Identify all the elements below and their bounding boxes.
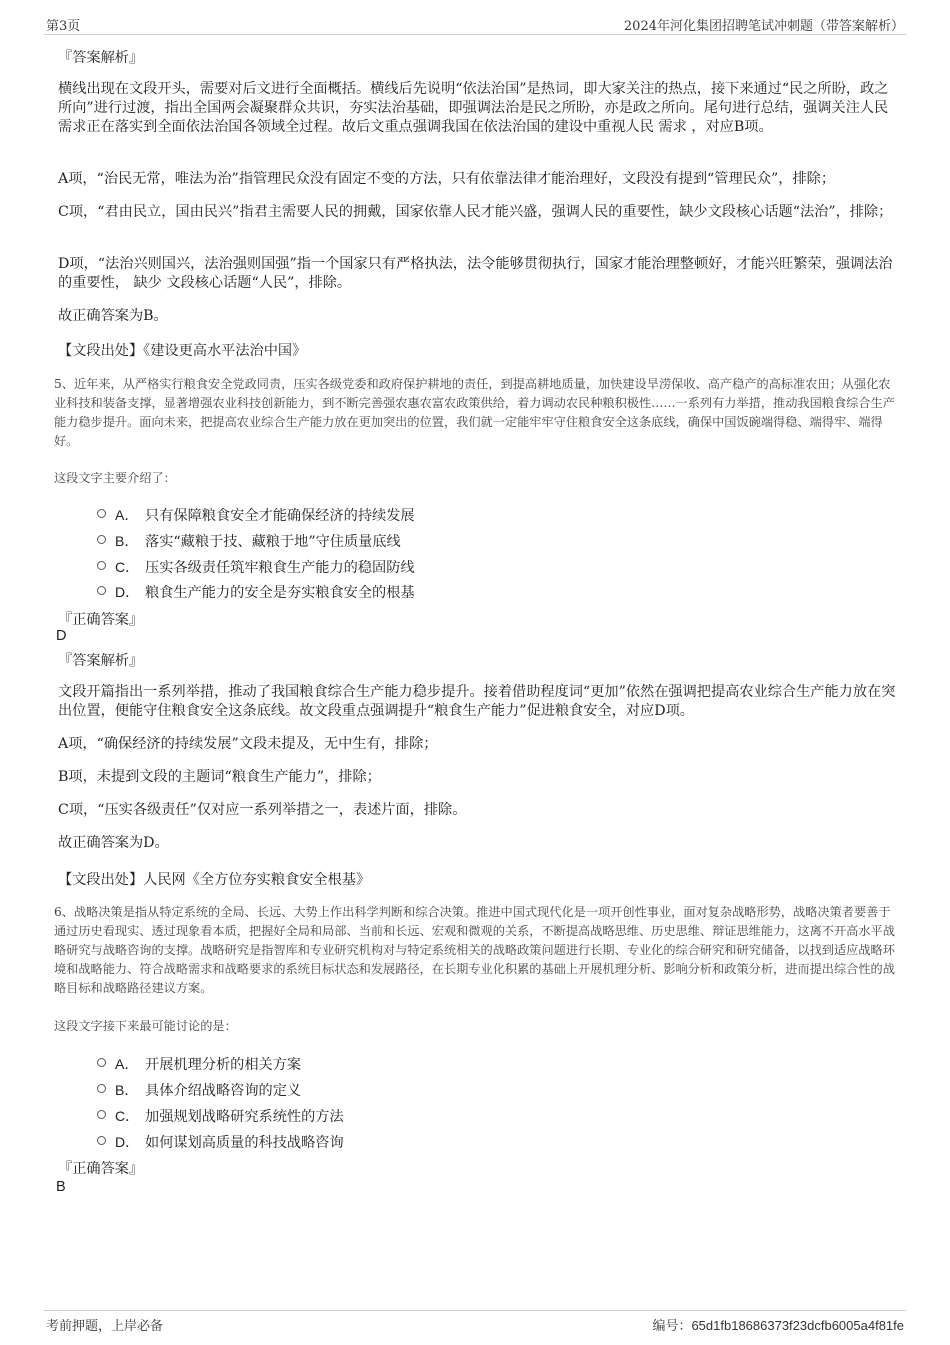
option-letter: C． <box>115 559 140 575</box>
option-letter: B． <box>115 533 139 549</box>
option-text: 只有保障粮食安全才能确保经济的持续发展 <box>145 508 415 524</box>
q5-answer-label: 『正确答案』 <box>58 612 144 628</box>
q5-analysis-paragraph: 文段开篇指出一系列举措，推动了我国粮食综合生产能力稳步提升。接着借助程度词“更加”依然在强调把提高农业综合生产能力放在突出位置，便能守住粮食安全这条底线。故文段重点强调提升“粮食生产能力”促进粮食安全，对应D项。 <box>58 684 896 719</box>
q6-stem: 6、战略决策是指从特定系统的全局、长远、大势上作出科学判断和综合决策。推进中国式现代化是一项开创性事业，面对复杂战略形势，战略决策者要善于通过历史看现实、透过现象看本质，把握好全局和局部、当前和长远、宏观和微观的关系，不断提高战略思维、历史思维、辩证思维能力，这离不开高水平战略研究与战略咨询的支撑。战略研究是指智库和专业研究机构对与特定系统相关的战略政策问题进行长期、专业化的综合研究和研究储备，以找到适应战略环境和战略能力、符合战略需求和战略要求的系统目标状态和发展路径，在长期专业化积累的基础上开展机理分析、影响分析和政策分析，进而提出综合性的战略目标和战略路径建议方案。 <box>54 905 895 995</box>
q4-analysis-paragraph: 横线出现在文段开头，需要对后文进行全面概括。横线后先说明“依法治国”是热词，即大家关注的热点，接下来通过“民之所盼，政之所向”进行过渡，指出全国两会凝聚群众共识，夯实法治基础，即强调法治是民之所盼，亦是政之所向。尾句进行总结，强调关注人民需求正在落实到全面依法治国各领域全过程。故后文重点强调我国在依法治国的建设中重视人民 需求 ，对应B项。 <box>58 81 889 135</box>
option-text: 开展机理分析的相关方案 <box>145 1057 302 1073</box>
footer-code <box>652 1315 904 1334</box>
q6-answer: B <box>56 1179 66 1195</box>
radio-icon[interactable] <box>97 586 106 595</box>
q5-analysis-option-a: A项，“确保经济的持续发展”文段未提及，无中生有，排除； <box>58 736 438 752</box>
q5-conclusion: 故正确答案为D。 <box>58 835 169 851</box>
q4-analysis-option-d: D项，“法治兴则国兴，法治强则国强”指一个国家只有严格执法，法令能够贯彻执行，国家才能治理整顿好，才能兴旺繁荣，强调法治的重要性， 缺少 文段核心话题“人民”，排除。 <box>58 256 893 291</box>
q5-analysis-option-b: B项，未提到文段的主题词“粮食生产能力”，排除； <box>58 769 381 785</box>
footer-code-value: 65d1fb18686373f23dcfb6005a4f81fe <box>691 1318 904 1333</box>
q5-question: 这段文字主要介绍了： <box>54 471 176 485</box>
option-letter: C． <box>115 1108 140 1124</box>
q4-source: 【文段出处】《建设更高水平法治中国》 <box>58 343 307 359</box>
option-letter: D． <box>115 1134 140 1150</box>
option-letter: A． <box>115 507 139 523</box>
footer-code-label: 编号： <box>652 1319 692 1334</box>
page-footer <box>44 1310 906 1333</box>
page-number: 第3页 <box>46 19 81 34</box>
q5-stem: 5、近年来，从严格实行粮食安全党政同责，压实各级党委和政府保护耕地的责任，到提高耕地质量，加快建设旱涝保收、高产稳产的高标准农田；从强化农业科技和装备支撑，显著增强农业科技创新能力，到不断完善强农惠农富农政策供给，着力调动农民种粮积极性……一系列有力举措，推动我国粮食综合生产能力稳步提升。面向未来，把提高农业综合生产能力放在更加突出的位置，我们就一定能牢牢守住粮食安全这条底线，确保中国饭碗端得稳、端得牢、端得好。 <box>54 377 895 448</box>
radio-icon[interactable] <box>97 1084 106 1093</box>
option-text: 压实各级责任筑牢粮食生产能力的稳固防线 <box>145 560 415 576</box>
radio-icon[interactable] <box>97 509 106 518</box>
q5-analysis-option-c: C项，“压实各级责任”仅对应一系列举措之一，表述片面，排除。 <box>58 802 467 818</box>
q4-analysis-label: 『答案解析』 <box>58 50 144 66</box>
option-letter: A． <box>115 1056 139 1072</box>
option-text: 如何谋划高质量的科技战略咨询 <box>145 1135 344 1151</box>
option-text: 落实“藏粮于技、藏粮于地”守住质量底线 <box>145 534 401 550</box>
q5-source: 【文段出处】人民网《全方位夯实粮食安全根基》 <box>58 872 371 888</box>
radio-icon[interactable] <box>97 561 106 570</box>
q5-analysis-label: 『答案解析』 <box>58 653 144 669</box>
footer-slogan: 考前押题，上岸必备 <box>46 1319 164 1334</box>
option-text: 粮食生产能力的安全是夯实粮食安全的根基 <box>145 585 415 601</box>
page-header <box>44 12 906 35</box>
radio-icon[interactable] <box>97 535 106 544</box>
q6-answer-label: 『正确答案』 <box>58 1161 144 1177</box>
option-text: 加强规划战略研究系统性的方法 <box>145 1109 344 1125</box>
document-title: 2024年河化集团招聘笔试冲刺题（带答案解析） <box>623 19 904 34</box>
q5-answer: D <box>56 628 67 644</box>
option-text: 具体介绍战略咨询的定义 <box>145 1083 302 1099</box>
radio-icon[interactable] <box>97 1136 106 1145</box>
q4-conclusion: 故正确答案为B。 <box>58 308 168 324</box>
q4-analysis-option-a: A项，“治民无常，唯法为治”指管理民众没有固定不变的方法，只有依靠法律才能治理好，文段没有提到“管理民众”，排除； <box>58 171 836 187</box>
radio-icon[interactable] <box>97 1110 106 1119</box>
q4-analysis-option-c: C项，“君由民立，国由民兴”指君主需要人民的拥戴，国家依靠人民才能兴盛，强调人民的重要性，缺少文段核心话题“法治”，排除； <box>58 204 893 220</box>
option-letter: D． <box>115 584 140 600</box>
option-letter: B． <box>115 1082 139 1098</box>
radio-icon[interactable] <box>97 1058 106 1067</box>
q6-question: 这段文字接下来最可能讨论的是： <box>54 1019 237 1033</box>
